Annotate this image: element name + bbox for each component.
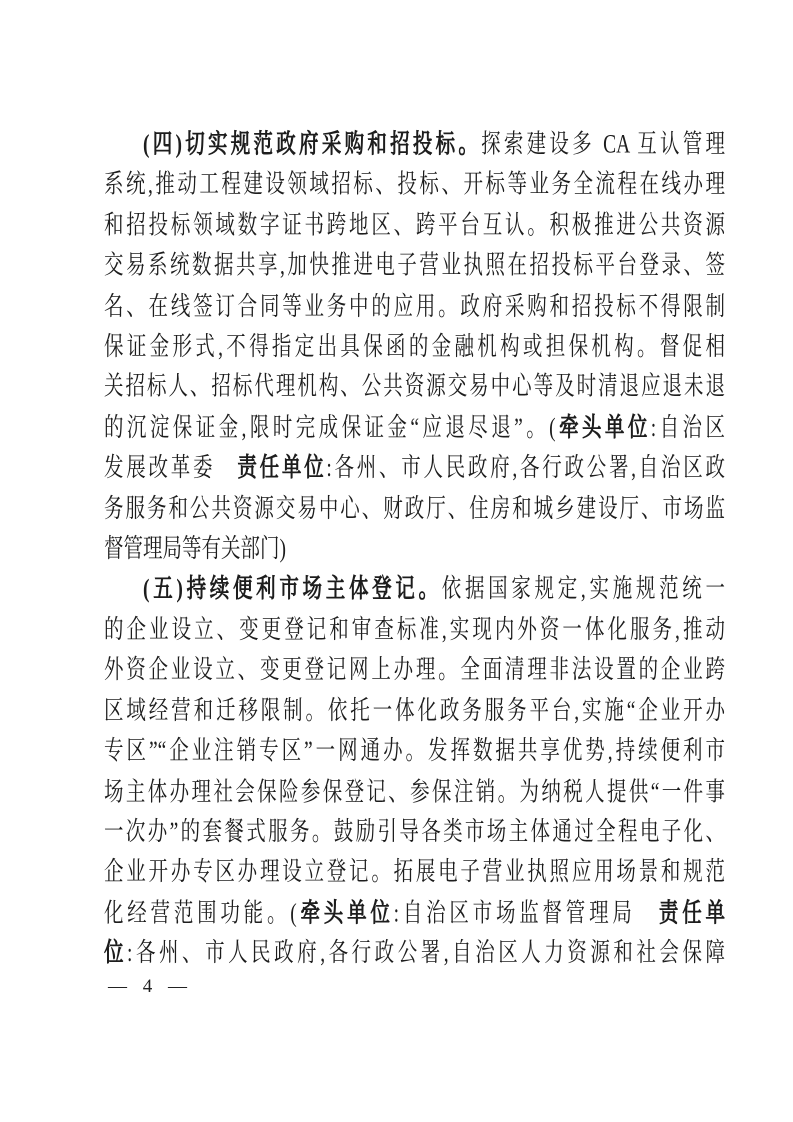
emphasis-text-run: (五)持续便利市场主体登记。 [143, 576, 442, 605]
text-run: 的沉淀保证金,限时完成保证金“应退尽退”。( [104, 414, 556, 443]
text-run: 系统,推动工程建设领域招标、投标、开标等业务全流程在线办理 [104, 171, 725, 200]
emphasis-text-run: 责任单 [658, 899, 725, 928]
text-line-13 [104, 611, 725, 651]
document-text [104, 126, 725, 975]
emphasis-text-run: 责任单位 [237, 454, 327, 483]
text-run: 探索建设多 CA 互认管理 [481, 131, 725, 160]
text-line-7 [104, 369, 725, 409]
text-line-11 [104, 530, 725, 570]
text-run: :各州、市人民政府,各行政公署,自治区人力资源和社会保障 [127, 940, 725, 969]
text-run: 发展改革委 [104, 454, 238, 483]
text-run: :自治区 [650, 414, 725, 443]
text-run: 的企业设立、变更登记和审查标准,实现内外资一体化服务,推动 [104, 616, 725, 645]
text-run: 外资企业设立、变更登记网上办理。全面清理非法设置的企业跨 [104, 657, 725, 685]
text-line-18 [104, 813, 725, 853]
text-line-15 [104, 692, 725, 732]
text-line-16 [104, 733, 725, 773]
text-run: 化经营范围功能。( [104, 899, 297, 928]
text-run: 务服务和公共资源交易中心、财政厅、住房和城乡建设厅、市场监 [104, 495, 725, 524]
text-run: 交易系统数据共享,加快推进电子营业执照在招投标平台登录、签 [104, 252, 725, 281]
emphasis-text-run: 牵头单位 [555, 414, 651, 443]
text-line-20 [104, 894, 725, 934]
emphasis-text-run: 位 [104, 940, 128, 969]
text-run: :自治区市场监督管理局 [393, 899, 659, 928]
emphasis-text-run: 牵头单位 [296, 899, 394, 928]
text-line-9 [104, 450, 725, 490]
text-line-17 [104, 773, 725, 813]
text-line-10 [104, 490, 725, 530]
text-run: 一次办”的套餐式服务。鼓励引导各类市场主体通过全程电子化、 [104, 818, 725, 847]
emphasis-text-run: (四)切实规范政府采购和招投标。 [143, 131, 482, 160]
text-line-21 [104, 935, 725, 975]
text-line-4 [104, 247, 725, 287]
text-line-14 [104, 652, 725, 692]
text-run: 保证金形式,不得指定出具保函的金融机构或担保机构。督促相 [104, 333, 725, 362]
text-line-19 [104, 854, 725, 894]
text-line-2 [104, 166, 725, 206]
text-run: :各州、市人民政府,各行政公署,自治区政 [326, 454, 725, 483]
text-line-6 [104, 328, 725, 368]
text-run: 专区”“企业注销专区”一网通办。发挥数据共享优势,持续便利市 [104, 737, 725, 766]
text-run: 名、在线签订合同等业务中的应用。政府采购和招投标不得限制 [104, 293, 725, 322]
text-run: 关招标人、招标代理机构、公共资源交易中心等及时清退应退未退 [104, 373, 725, 402]
text-line-12 [104, 571, 725, 611]
text-run: 企业开办专区办理设立登记。拓展电子营业执照应用场景和规范 [104, 859, 725, 888]
text-line-3 [104, 207, 725, 247]
page-number: — 4 — [108, 976, 188, 997]
text-run: 和招投标领域数字证书跨地区、跨平台互认。积极推进公共资源 [104, 212, 725, 241]
text-run: 依据国家规定,实施规范统一 [441, 576, 725, 605]
text-line-1 [104, 126, 725, 166]
text-line-5 [104, 288, 725, 328]
text-run: 区域经营和迁移限制。依托一体化政务服务平台,实施“企业开办 [104, 697, 725, 726]
text-line-8 [104, 409, 725, 449]
text-run: 督管理局等有关部门) [104, 535, 286, 564]
text-run: 场主体办理社会保险参保登记、参保注销。为纳税人提供“一件事 [104, 778, 725, 807]
